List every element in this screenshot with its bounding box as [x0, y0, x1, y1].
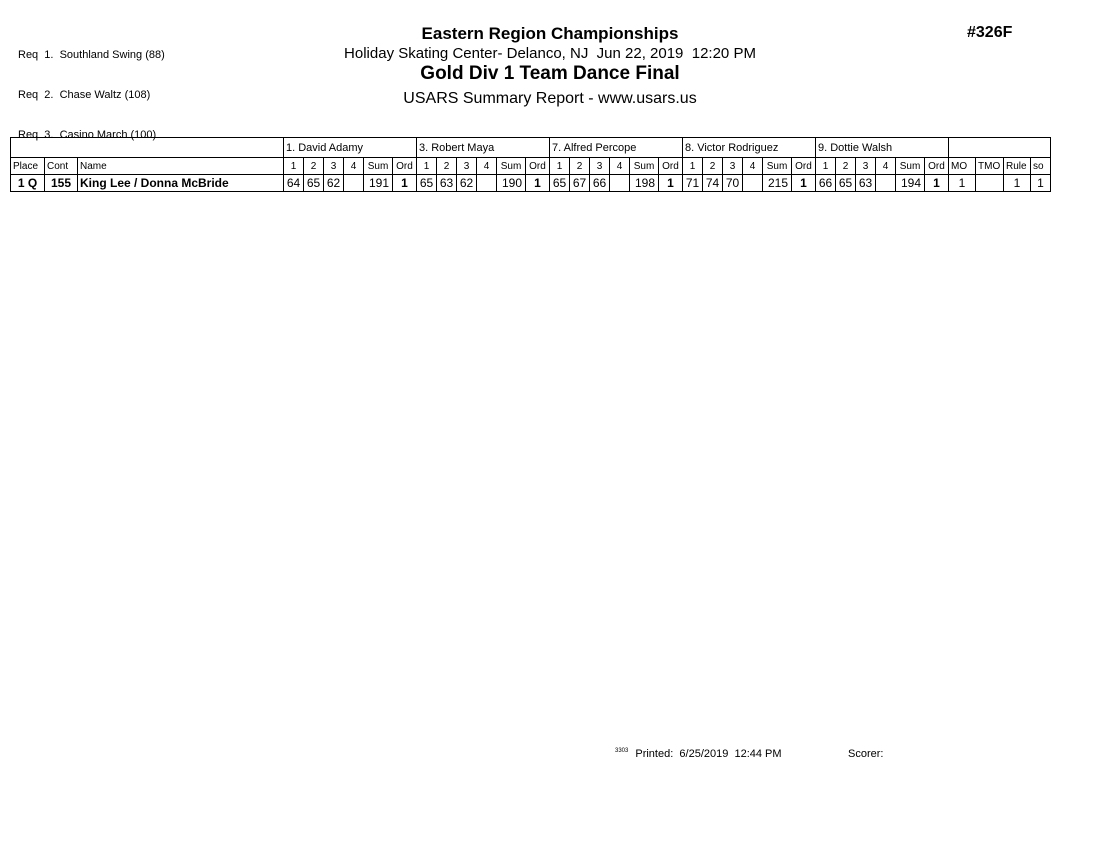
score-cell: 66 — [590, 175, 610, 192]
score-header-cell: 4 — [876, 158, 896, 175]
tmo-cell — [976, 175, 1004, 192]
score-cell: 63 — [437, 175, 457, 192]
req-item: Req 1. Southland Swing (88) — [18, 48, 165, 61]
score-cell: 65 — [836, 175, 856, 192]
result-row — [11, 175, 1051, 192]
mo-cell: 1 — [949, 175, 976, 192]
score-header-cell: 2 — [437, 158, 457, 175]
score-cell — [477, 175, 497, 192]
score-cell: 74 — [703, 175, 723, 192]
score-header-cell: 3 — [324, 158, 344, 175]
tmo-header-cell: TMO — [976, 158, 1004, 175]
score-header-cell: 2 — [304, 158, 324, 175]
scorer-label: Scorer: — [848, 748, 884, 760]
score-cell: 66 — [816, 175, 836, 192]
score-cell: 67 — [570, 175, 590, 192]
sum-cell: 191 — [364, 175, 393, 192]
score-header-cell: 3 — [457, 158, 477, 175]
printed-line — [615, 748, 782, 760]
score-header-cell: 1 — [417, 158, 437, 175]
ord-header-cell: Ord — [659, 158, 683, 175]
judge-name-cell: 9. Dottie Walsh — [816, 138, 949, 158]
ord-cell: 1 — [792, 175, 816, 192]
judge-name-cell: 1. David Adamy — [284, 138, 417, 158]
judge-header-row — [11, 138, 1051, 158]
score-header-cell: 2 — [836, 158, 856, 175]
score-cell — [344, 175, 364, 192]
judge-row-spacer-left — [11, 138, 284, 158]
cont-cell: 155 — [45, 175, 78, 192]
sum-cell: 198 — [630, 175, 659, 192]
so-header-cell: so — [1031, 158, 1051, 175]
venue-date-line: Holiday Skating Center- Delanco, NJ Jun 22, 2019 12:20 PM — [344, 45, 756, 62]
score-header-cell: 2 — [703, 158, 723, 175]
name-cell: King Lee / Donna McBride — [78, 175, 284, 192]
sum-header-cell: Sum — [763, 158, 792, 175]
mo-header-cell: MO — [949, 158, 976, 175]
rule-header-cell: Rule — [1004, 158, 1031, 175]
score-header-cell: 4 — [610, 158, 630, 175]
score-header-cell: 4 — [477, 158, 497, 175]
judge-row-spacer-right — [949, 138, 1051, 158]
score-cell: 62 — [324, 175, 344, 192]
report-subtitle: USARS Summary Report - www.usars.us — [403, 90, 697, 107]
score-cell: 65 — [304, 175, 324, 192]
place-header-cell: Place — [11, 158, 45, 175]
ord-header-cell: Ord — [393, 158, 417, 175]
score-header-cell: 2 — [570, 158, 590, 175]
ord-header-cell: Ord — [925, 158, 949, 175]
ord-cell: 1 — [659, 175, 683, 192]
ord-cell: 1 — [393, 175, 417, 192]
score-header-cell: 1 — [284, 158, 304, 175]
print-version: 3303 — [615, 748, 629, 754]
name-header-cell: Name — [78, 158, 284, 175]
sum-header-cell: Sum — [630, 158, 659, 175]
score-cell: 63 — [856, 175, 876, 192]
score-cell: 64 — [284, 175, 304, 192]
score-cell: 71 — [683, 175, 703, 192]
sum-header-cell: Sum — [497, 158, 526, 175]
sum-cell: 190 — [497, 175, 526, 192]
printed-label: Printed: — [635, 748, 674, 760]
sum-cell: 194 — [896, 175, 925, 192]
ord-cell: 1 — [925, 175, 949, 192]
judge-name-cell: 7. Alfred Percope — [550, 138, 683, 158]
so-cell: 1 — [1031, 175, 1051, 192]
results-table — [10, 137, 1051, 192]
score-header-cell: 3 — [856, 158, 876, 175]
ord-cell: 1 — [526, 175, 550, 192]
report-title: Eastern Region Championships — [421, 24, 679, 43]
printed-value: 6/25/2019 12:44 PM — [679, 748, 782, 760]
score-cell — [610, 175, 630, 192]
score-cell — [743, 175, 763, 192]
sum-cell: 215 — [763, 175, 792, 192]
score-header-cell: 1 — [550, 158, 570, 175]
place-cell: 1 Q — [11, 175, 45, 192]
score-header-cell: 3 — [590, 158, 610, 175]
score-header-cell: 1 — [816, 158, 836, 175]
score-header-cell: 4 — [344, 158, 364, 175]
column-header-row — [11, 158, 1051, 175]
ord-header-cell: Ord — [792, 158, 816, 175]
ord-header-cell: Ord — [526, 158, 550, 175]
judge-name-cell: 3. Robert Maya — [417, 138, 550, 158]
score-cell — [876, 175, 896, 192]
score-header-cell: 3 — [723, 158, 743, 175]
score-header-cell: 1 — [683, 158, 703, 175]
judge-name-cell: 8. Victor Rodriguez — [683, 138, 816, 158]
rule-cell: 1 — [1004, 175, 1031, 192]
score-cell: 65 — [550, 175, 570, 192]
score-cell: 70 — [723, 175, 743, 192]
req-item: Req 3. Casino March (100) — [18, 129, 157, 142]
score-cell: 62 — [457, 175, 477, 192]
event-number: #326F — [967, 24, 1013, 41]
sum-header-cell: Sum — [896, 158, 925, 175]
event-title: Gold Div 1 Team Dance Final — [420, 63, 680, 84]
score-header-cell: 4 — [743, 158, 763, 175]
cont-header-cell: Cont — [45, 158, 78, 175]
score-cell: 65 — [417, 175, 437, 192]
sum-header-cell: Sum — [364, 158, 393, 175]
req-item: Req 2. Chase Waltz (108) — [18, 89, 151, 102]
